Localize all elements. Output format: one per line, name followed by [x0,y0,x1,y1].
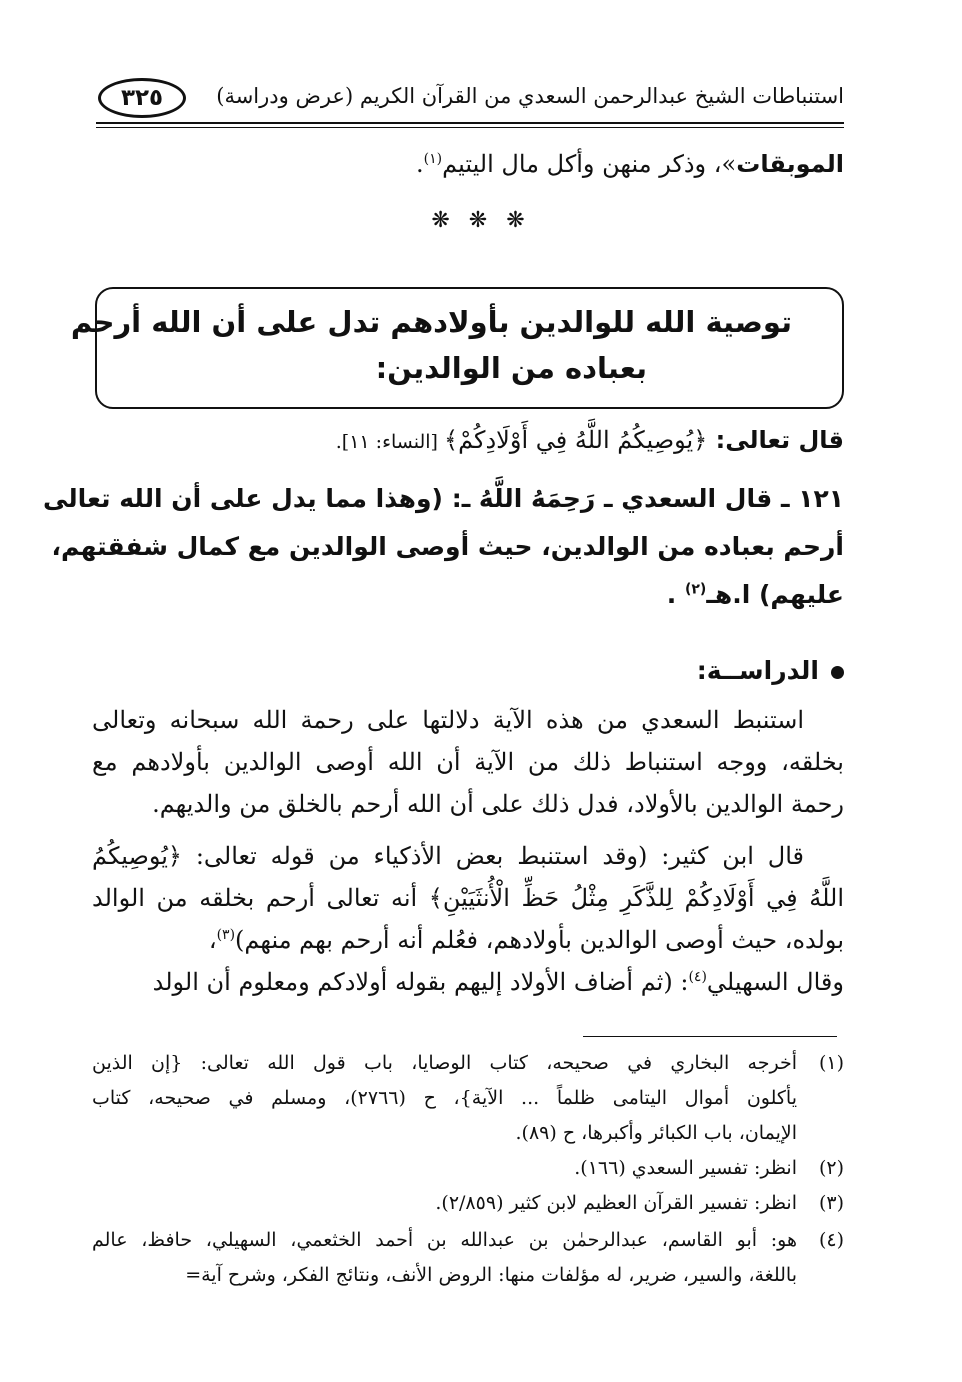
footnote-ref[interactable]: (١) [423,151,443,167]
footnote-line: انظر: تفسير القرآن العظيم لابن كثير (٢/٨٥٩). [435,1192,797,1214]
section-heading-box [70,287,844,409]
header-title: استنباطات الشيخ عبدالرحمن السعدي من القرآن الكريم (عرض ودراسة) [216,84,844,108]
study-para2-line2: اللَّهُ فِي أَوْلَادِكُمْ لِلذَّكَرِ مِثْلُ حَظِّ الْأُنثَيَيْنِ﴾ أنه تعالى أرحم بخلقه من الوالد [92,884,844,912]
heading-line-1: توصية الله للوالدين بأولادهم تدل على أن الله أرحم [70,305,792,339]
verse-label: قال تعالى: [707,426,844,454]
verse-ref: [النساء: ١١]. [335,431,445,453]
study-para2-line3: بولده، حيث أوصى الوالدين بأولادهم، فعُلم أنه أرحم بهم منهم)$^{(٣)}$، [208,926,844,954]
quote-line-1: ١٢١ ـ قال السعدي ـ رَحِمَهُ اللَّهُ ـ: (وهذا مما يدل على أن الله تعالى [42,484,844,513]
quote-line-2: أرحم بعباده من الوالدين، حيث أوصى الوالدين مع كمال شفقتهم، [51,532,844,561]
footnote-line: هو: أبو القاسم، عبدالرحمٰن بن عبدالله بن أحمد الخثعمي، السهيلي، حافظ، عالم [92,1229,797,1251]
study-para2-line4: وقال السهيلي$^{(٤)}$: (ثم أضاف الأولاد إليهم بقوله أولادكم ومعلوم أن الولد [152,968,844,996]
header-rule-thin [96,127,844,128]
intro-text: »، وذكر منهن وأكل مال اليتيم [442,150,737,178]
footnote-line: انظر: تفسير السعدي (١٦٦). [574,1157,797,1179]
bullet-icon [831,666,844,679]
footnote-line: يأكلون أموال اليتامى ظلماً ... الآية}، ح (٢٧٦٦)، ومسلم في صحيحه، كتاب [92,1087,797,1109]
footnote-number: (٣) [818,1192,844,1214]
study-para1-line1: استنبط السعدي من هذه الآية دلالتها على رحمة الله سبحانه وتعالى [92,706,804,734]
running-header [90,78,844,118]
footnote-ref[interactable]: (٤) [688,969,707,985]
header-rule [96,122,844,124]
study-para1-line3: رحمة الوالدين بالأولاد، فدل ذلك على أن الله أرحم بالخلق من والديهم. [152,790,844,818]
footnote-number: (١) [818,1052,844,1074]
study-para2-line1: قال ابن كثير: (وقد استنبط بعض الأذكياء من قوله تعالى: ﴿يُوصِيكُمُ [92,842,804,870]
footnote-line: الإيمان، باب الكبائر وأكبرها، ح (٨٩). [515,1122,797,1144]
verse-line [92,426,844,454]
footnote-line: باللغة، والسير، ضرير، له مؤلفات منها: الروض الأنف، ونتائج الفكر، وشرح آية= [185,1264,797,1286]
study-heading [92,656,844,685]
verse-ayah: ﴿يُوصِيكُمُ اللَّهُ فِي أَوْلَادِكُمْ﴾ [444,426,708,454]
intro-line: الموبقات»، وذكر منهن وأكل مال اليتيم$^{(١)}$. [416,150,844,178]
footnote-line: أخرجه البخاري في صحيحه، كتاب الوصايا، باب قول الله تعالى: {إن الذين [92,1052,797,1074]
footnote-ref[interactable]: (٢) [684,581,707,598]
intro-lead: الموبقات [736,150,844,178]
study-title: الدراســة: [696,656,819,685]
quote-line-3: عليهم) ا.هـ$^{(٢)}$ . [666,580,844,609]
heading-line-2: بعباده من الوالدين: [375,351,647,385]
footnote-separator [583,1036,837,1037]
study-para1-line2: بخلقه، ووجه استنباط ذلك من الآية أن الله أوصى الوالدين بأولادهم مع [92,748,844,776]
footnote-number: (٤) [818,1229,844,1251]
footnote-number: (٢) [818,1157,844,1179]
footnote-ref[interactable]: (٣) [216,927,236,943]
section-separator: ❋ ❋ ❋ [431,208,531,233]
page-number-badge: ٣٢٥ [98,78,186,118]
